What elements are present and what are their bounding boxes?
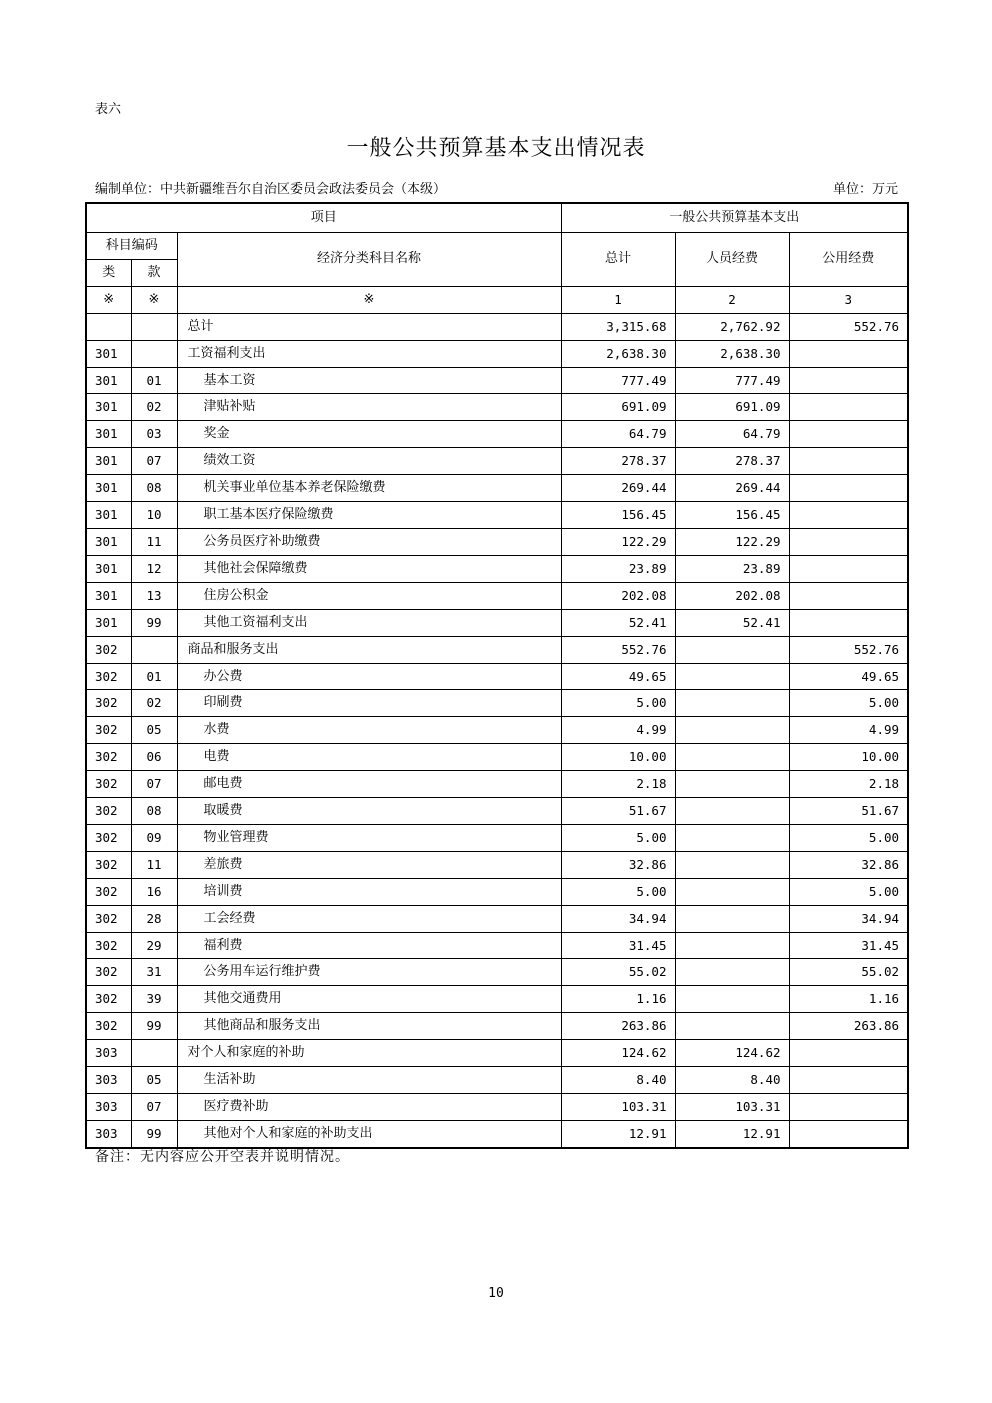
total-cell: 5.00	[561, 690, 675, 717]
section-code-cell: 10	[131, 502, 177, 529]
econ-name-cell: 其他工资福利支出	[177, 609, 561, 636]
table-row	[86, 878, 908, 905]
personnel-cell: 2,638.30	[675, 340, 789, 367]
class-code-cell: 303	[86, 1040, 131, 1067]
personnel-cell	[675, 1013, 789, 1040]
total-cell: 52.41	[561, 609, 675, 636]
table-row	[86, 636, 908, 663]
public-cell	[789, 1094, 908, 1121]
total-cell: 2.18	[561, 771, 675, 798]
class-code-cell: 301	[86, 475, 131, 502]
header-subject-code: 科目编码	[86, 233, 177, 260]
class-code-cell: 302	[86, 986, 131, 1013]
total-cell: 202.08	[561, 582, 675, 609]
section-code-cell: 01	[131, 663, 177, 690]
personnel-cell: 2,762.92	[675, 313, 789, 340]
public-cell	[789, 448, 908, 475]
header-section: 款	[131, 259, 177, 286]
section-code-cell: 05	[131, 717, 177, 744]
class-code-cell: 301	[86, 340, 131, 367]
budget-table	[85, 202, 909, 1149]
total-cell: 1.16	[561, 986, 675, 1013]
class-code-cell: 302	[86, 959, 131, 986]
personnel-cell	[675, 663, 789, 690]
header-personnel: 人员经费	[675, 233, 789, 287]
public-cell	[789, 609, 908, 636]
personnel-cell: 124.62	[675, 1040, 789, 1067]
econ-name-cell: 电费	[177, 744, 561, 771]
class-code-cell: 301	[86, 528, 131, 555]
public-cell	[789, 1067, 908, 1094]
table-row	[86, 502, 908, 529]
public-cell	[789, 582, 908, 609]
table-row	[86, 959, 908, 986]
econ-name-cell: 物业管理费	[177, 824, 561, 851]
section-code-cell: 29	[131, 932, 177, 959]
personnel-cell: 64.79	[675, 421, 789, 448]
class-code-cell: 303	[86, 1094, 131, 1121]
class-code-cell: 302	[86, 690, 131, 717]
econ-name-cell: 福利费	[177, 932, 561, 959]
public-cell	[789, 1120, 908, 1147]
section-code-cell: 99	[131, 609, 177, 636]
econ-name-cell: 邮电费	[177, 771, 561, 798]
class-code-cell: 302	[86, 798, 131, 825]
section-code-cell: 39	[131, 986, 177, 1013]
section-code-cell: 06	[131, 744, 177, 771]
econ-name-cell: 水费	[177, 717, 561, 744]
class-code-cell	[86, 313, 131, 340]
class-code-cell: 302	[86, 851, 131, 878]
econ-name-cell: 绩效工资	[177, 448, 561, 475]
total-cell: 49.65	[561, 663, 675, 690]
public-cell	[789, 502, 908, 529]
section-code-cell: 08	[131, 475, 177, 502]
total-cell: 8.40	[561, 1067, 675, 1094]
total-cell: 55.02	[561, 959, 675, 986]
currency-unit: 单位：万元	[832, 182, 898, 197]
section-code-cell: 12	[131, 555, 177, 582]
total-cell: 103.31	[561, 1094, 675, 1121]
econ-name-cell: 其他商品和服务支出	[177, 1013, 561, 1040]
header-econ-name: 经济分类科目名称	[177, 233, 561, 287]
public-cell: 263.86	[789, 1013, 908, 1040]
col-index-2: 2	[675, 286, 789, 313]
personnel-cell: 777.49	[675, 367, 789, 394]
class-code-cell: 303	[86, 1067, 131, 1094]
personnel-cell	[675, 959, 789, 986]
class-code-cell: 302	[86, 878, 131, 905]
total-cell: 124.62	[561, 1040, 675, 1067]
class-code-cell: 302	[86, 744, 131, 771]
header-total: 总计	[561, 233, 675, 287]
personnel-cell: 278.37	[675, 448, 789, 475]
econ-name-cell: 商品和服务支出	[177, 636, 561, 663]
page-title: 一般公共预算基本支出情况表	[346, 136, 646, 161]
total-cell: 5.00	[561, 824, 675, 851]
section-code-cell: 99	[131, 1120, 177, 1147]
econ-name-cell: 津贴补贴	[177, 394, 561, 421]
public-cell	[789, 340, 908, 367]
public-cell	[789, 1040, 908, 1067]
header-row-4	[86, 286, 908, 313]
public-cell: 5.00	[789, 690, 908, 717]
personnel-cell: 691.09	[675, 394, 789, 421]
table-row	[86, 986, 908, 1013]
personnel-cell	[675, 932, 789, 959]
personnel-cell	[675, 690, 789, 717]
econ-name-cell: 公务员医疗补助缴费	[177, 528, 561, 555]
footnote: 备注：无内容应公开空表并说明情况。	[95, 1149, 350, 1165]
personnel-cell	[675, 717, 789, 744]
total-cell: 156.45	[561, 502, 675, 529]
personnel-cell	[675, 878, 789, 905]
header-expense-group: 一般公共预算基本支出	[561, 203, 908, 233]
class-code-cell: 302	[86, 905, 131, 932]
header-row-1	[86, 203, 908, 233]
table-row	[86, 1040, 908, 1067]
total-cell: 3,315.68	[561, 313, 675, 340]
section-code-cell: 01	[131, 367, 177, 394]
class-code-cell: 302	[86, 663, 131, 690]
total-cell: 5.00	[561, 878, 675, 905]
class-code-cell: 302	[86, 932, 131, 959]
table-row	[86, 771, 908, 798]
mark-cell: ※	[177, 286, 561, 313]
econ-name-cell: 住房公积金	[177, 582, 561, 609]
section-code-cell: 13	[131, 582, 177, 609]
personnel-cell	[675, 798, 789, 825]
public-cell	[789, 421, 908, 448]
class-code-cell: 301	[86, 394, 131, 421]
total-cell: 34.94	[561, 905, 675, 932]
total-cell: 4.99	[561, 717, 675, 744]
econ-name-cell: 基本工资	[177, 367, 561, 394]
section-code-cell: 02	[131, 394, 177, 421]
table-row	[86, 609, 908, 636]
personnel-cell: 156.45	[675, 502, 789, 529]
public-cell: 552.76	[789, 313, 908, 340]
class-code-cell: 302	[86, 717, 131, 744]
econ-name-cell: 生活补助	[177, 1067, 561, 1094]
total-cell: 23.89	[561, 555, 675, 582]
econ-name-cell: 取暖费	[177, 798, 561, 825]
total-cell: 51.67	[561, 798, 675, 825]
section-code-cell	[131, 340, 177, 367]
public-cell: 1.16	[789, 986, 908, 1013]
section-code-cell: 07	[131, 771, 177, 798]
class-code-cell: 301	[86, 582, 131, 609]
table-row	[86, 555, 908, 582]
econ-name-cell: 工资福利支出	[177, 340, 561, 367]
personnel-cell	[675, 771, 789, 798]
table-row	[86, 1013, 908, 1040]
total-cell: 269.44	[561, 475, 675, 502]
header-class: 类	[86, 259, 131, 286]
table-row	[86, 340, 908, 367]
total-cell: 12.91	[561, 1120, 675, 1147]
class-code-cell: 301	[86, 448, 131, 475]
total-cell: 2,638.30	[561, 340, 675, 367]
table-row	[86, 394, 908, 421]
econ-name-cell: 培训费	[177, 878, 561, 905]
table-row	[86, 663, 908, 690]
section-code-cell: 05	[131, 1067, 177, 1094]
personnel-cell: 202.08	[675, 582, 789, 609]
econ-name-cell: 对个人和家庭的补助	[177, 1040, 561, 1067]
public-cell	[789, 394, 908, 421]
section-code-cell: 99	[131, 1013, 177, 1040]
econ-name-cell: 其他社会保障缴费	[177, 555, 561, 582]
col-index-3: 3	[789, 286, 908, 313]
total-cell: 278.37	[561, 448, 675, 475]
table-body	[86, 313, 908, 1148]
section-code-cell: 02	[131, 690, 177, 717]
public-cell: 34.94	[789, 905, 908, 932]
section-code-cell	[131, 636, 177, 663]
public-cell: 31.45	[789, 932, 908, 959]
table-row	[86, 717, 908, 744]
class-code-cell: 301	[86, 421, 131, 448]
total-cell: 32.86	[561, 851, 675, 878]
public-cell: 32.86	[789, 851, 908, 878]
table-row	[86, 1067, 908, 1094]
section-code-cell: 28	[131, 905, 177, 932]
total-cell: 122.29	[561, 528, 675, 555]
personnel-cell	[675, 851, 789, 878]
public-cell: 4.99	[789, 717, 908, 744]
personnel-cell	[675, 824, 789, 851]
section-code-cell: 31	[131, 959, 177, 986]
econ-name-cell: 工会经费	[177, 905, 561, 932]
table-row	[86, 744, 908, 771]
total-cell: 10.00	[561, 744, 675, 771]
mark-cell: ※	[86, 286, 131, 313]
section-code-cell: 11	[131, 528, 177, 555]
table-row	[86, 798, 908, 825]
personnel-cell: 23.89	[675, 555, 789, 582]
section-code-cell	[131, 1040, 177, 1067]
mark-cell: ※	[131, 286, 177, 313]
econ-name-cell: 总计	[177, 313, 561, 340]
public-cell	[789, 555, 908, 582]
personnel-cell: 103.31	[675, 1094, 789, 1121]
public-cell: 5.00	[789, 824, 908, 851]
section-code-cell: 16	[131, 878, 177, 905]
personnel-cell: 8.40	[675, 1067, 789, 1094]
section-code-cell: 03	[131, 421, 177, 448]
personnel-cell	[675, 986, 789, 1013]
public-cell: 51.67	[789, 798, 908, 825]
compiler-unit: 编制单位：中共新疆维吾尔自治区委员会政法委员会（本级）	[95, 182, 447, 197]
econ-name-cell: 办公费	[177, 663, 561, 690]
public-cell: 10.00	[789, 744, 908, 771]
econ-name-cell: 印刷费	[177, 690, 561, 717]
header-row-2	[86, 233, 908, 260]
class-code-cell: 302	[86, 1013, 131, 1040]
total-cell: 691.09	[561, 394, 675, 421]
class-code-cell: 302	[86, 636, 131, 663]
section-code-cell: 08	[131, 798, 177, 825]
public-cell	[789, 528, 908, 555]
class-code-cell: 301	[86, 502, 131, 529]
public-cell: 49.65	[789, 663, 908, 690]
econ-name-cell: 差旅费	[177, 851, 561, 878]
public-cell	[789, 475, 908, 502]
table-row	[86, 932, 908, 959]
section-code-cell: 11	[131, 851, 177, 878]
personnel-cell: 52.41	[675, 609, 789, 636]
personnel-cell: 122.29	[675, 528, 789, 555]
class-code-cell: 302	[86, 771, 131, 798]
table-row	[86, 367, 908, 394]
econ-name-cell: 职工基本医疗保险缴费	[177, 502, 561, 529]
public-cell: 552.76	[789, 636, 908, 663]
table-row	[86, 421, 908, 448]
page-number: 10	[488, 1286, 504, 1301]
total-cell: 777.49	[561, 367, 675, 394]
personnel-cell: 12.91	[675, 1120, 789, 1147]
class-code-cell: 301	[86, 367, 131, 394]
total-cell: 552.76	[561, 636, 675, 663]
public-cell: 55.02	[789, 959, 908, 986]
table-row	[86, 1120, 908, 1147]
personnel-cell	[675, 636, 789, 663]
section-code-cell: 09	[131, 824, 177, 851]
col-index-1: 1	[561, 286, 675, 313]
econ-name-cell: 其他交通费用	[177, 986, 561, 1013]
table-row	[86, 824, 908, 851]
econ-name-cell: 机关事业单位基本养老保险缴费	[177, 475, 561, 502]
class-code-cell: 301	[86, 555, 131, 582]
public-cell: 5.00	[789, 878, 908, 905]
econ-name-cell: 医疗费补助	[177, 1094, 561, 1121]
econ-name-cell: 公务用车运行维护费	[177, 959, 561, 986]
section-code-cell	[131, 313, 177, 340]
section-code-cell: 07	[131, 1094, 177, 1121]
section-code-cell: 07	[131, 448, 177, 475]
header-public: 公用经费	[789, 233, 908, 287]
table-row	[86, 851, 908, 878]
personnel-cell: 269.44	[675, 475, 789, 502]
public-cell	[789, 367, 908, 394]
total-cell: 31.45	[561, 932, 675, 959]
class-code-cell: 303	[86, 1120, 131, 1147]
econ-name-cell: 其他对个人和家庭的补助支出	[177, 1120, 561, 1147]
public-cell: 2.18	[789, 771, 908, 798]
header-item: 项目	[86, 203, 561, 233]
table-row	[86, 1094, 908, 1121]
table-row	[86, 690, 908, 717]
total-cell: 263.86	[561, 1013, 675, 1040]
table-row	[86, 528, 908, 555]
table-label: 表六	[95, 102, 122, 117]
personnel-cell	[675, 744, 789, 771]
total-cell: 64.79	[561, 421, 675, 448]
table-row	[86, 582, 908, 609]
table-row	[86, 475, 908, 502]
table-row	[86, 313, 908, 340]
personnel-cell	[675, 905, 789, 932]
table-row	[86, 905, 908, 932]
class-code-cell: 301	[86, 609, 131, 636]
econ-name-cell: 奖金	[177, 421, 561, 448]
class-code-cell: 302	[86, 824, 131, 851]
table-row	[86, 448, 908, 475]
